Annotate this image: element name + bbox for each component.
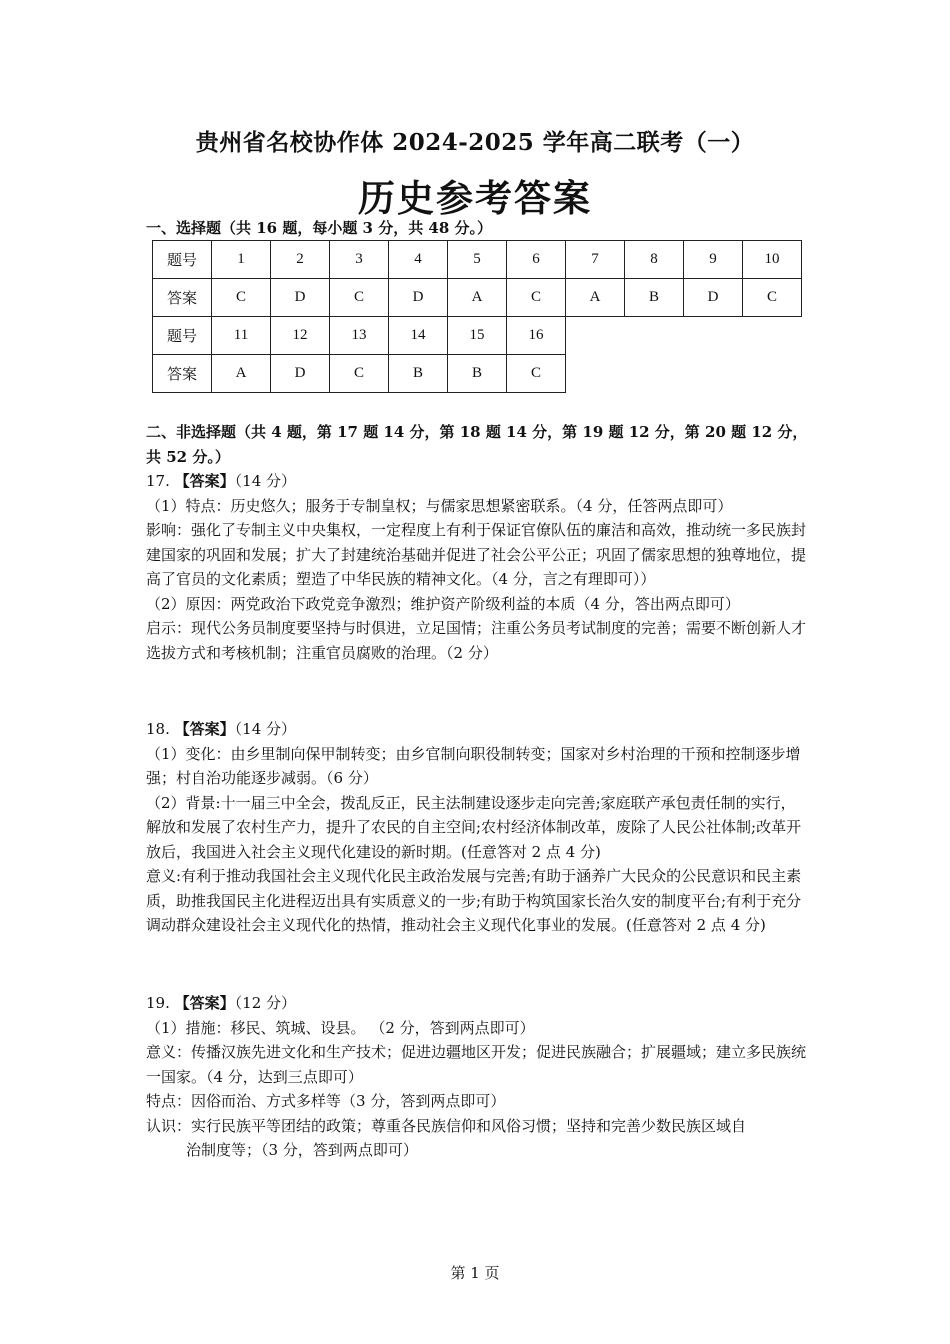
question-17-header <box>146 469 808 494</box>
page-footer: 第 1 页 <box>450 1264 500 1282</box>
q19-paragraph: 治制度等；（3 分，答到两点即可） <box>186 1141 418 1159</box>
q18-paragraph: （2）背景:十一届三中全会，拨乱反正，民主法制建设逐步走向完善;家庭联产承包责任制的实行，解放和发展了农村生产力，提升了农民的自主空间;农村经济体制改革，废除了人民公社体制;改革开放后，我国进入社会主义现代化建设的新时期。(任意答对 2 点 4 分) <box>146 793 802 861</box>
question-number: 19. <box>146 994 170 1012</box>
empty-cell <box>743 355 802 393</box>
table-cell: 答案 <box>153 355 212 393</box>
empty-cell <box>625 317 684 355</box>
table-cell: A <box>212 355 271 393</box>
empty-cell <box>684 317 743 355</box>
answer-tag: 【答案】 <box>174 994 235 1012</box>
empty-cell <box>566 317 625 355</box>
q19-paragraph: 认识：实行民族平等团结的政策；尊重各民族信仰和风俗习惯；坚持和完善少数民族区域自 <box>146 1116 747 1135</box>
section2-heading-line1: 二、非选择题（共 4 题，第 17 题 14 分，第 18 题 14 分，第 19 题 12 分，第 20 题 12 分， <box>146 423 808 441</box>
q17-paragraph: （2）原因：两党政治下政党竞争激烈；维护资产阶级利益的本质（4 分，答出两点即可） <box>146 594 740 613</box>
table-cell: D <box>271 355 330 393</box>
table-cell: 1 <box>212 241 271 279</box>
question-score: （12 分） <box>234 994 297 1012</box>
section2-heading-line2: 共 52 分。） <box>146 447 230 466</box>
empty-cell <box>743 317 802 355</box>
table-cell: B <box>625 279 684 317</box>
question-19 <box>146 991 808 1163</box>
table-cell: 6 <box>507 241 566 279</box>
table-cell: 题号 <box>153 241 212 279</box>
q19-paragraph: 意义：传播汉族先进文化和生产技术；促进边疆地区开发；促进民族融合；扩展疆域；建立多民族统一国家。（4 分，达到三点即可） <box>146 1043 807 1086</box>
table-cell: C <box>330 355 389 393</box>
table-cell: 11 <box>212 317 271 355</box>
question-18-header <box>146 717 808 742</box>
q17-paragraph: （1）特点：历史悠久；服务于专制皇权；与儒家思想紧密联系。（4 分，任答两点即可） <box>146 496 733 515</box>
table-cell: D <box>389 279 448 317</box>
table-cell: 13 <box>330 317 389 355</box>
table-cell: B <box>448 355 507 393</box>
table-cell: D <box>271 279 330 317</box>
q19-paragraph: 特点：因俗而治、方式多样等（3 分，答到两点即可） <box>146 1092 506 1110</box>
q18-paragraph: 意义:有利于推动我国社会主义现代化民主政治发展与完善;有助于涵养广大民众的公民意识和民主素质，助推我国民主化进程迈出具有实质意义的一步;有助于构筑国家长治久安的制度平台;有利于充分调动群众建设社会主义现代化的热情，推动社会主义现代化事业的发展。(任意答对 2 点 4 分) <box>146 867 802 934</box>
table-cell: 9 <box>684 241 743 279</box>
table-cell: 15 <box>448 317 507 355</box>
table-cell: C <box>743 279 802 317</box>
table-cell: C <box>507 355 566 393</box>
table-cell: 14 <box>389 317 448 355</box>
table-cell: 题号 <box>153 317 212 355</box>
table-cell: 16 <box>507 317 566 355</box>
page-subtitle: 历史参考答案 <box>358 176 592 220</box>
table-cell: 5 <box>448 241 507 279</box>
q17-paragraph: 影响：强化了专制主义中央集权，一定程度上有利于保证官僚队伍的廉洁和高效，推动统一多民族封建国家的巩固和发展；扩大了封建统治基础并促进了社会公平公正；巩固了儒家思想的独尊地位，提高了官员的文化素质；塑造了中华民族的精神文化。（4 分，言之有理即可）） <box>146 521 807 588</box>
table-row <box>153 279 802 317</box>
table-cell: B <box>389 355 448 393</box>
table-row <box>153 355 802 393</box>
empty-cell <box>625 355 684 393</box>
table-cell: C <box>212 279 271 317</box>
answer-table <box>152 240 802 393</box>
empty-cell <box>566 355 625 393</box>
question-number: 17. <box>146 472 170 490</box>
table-cell: C <box>507 279 566 317</box>
question-19-header <box>146 991 808 1016</box>
question-score: （14 分） <box>234 720 297 738</box>
page-title: 贵州省名校协作体 2024-2025 学年高二联考（一） <box>195 129 755 156</box>
question-18 <box>146 717 808 938</box>
table-cell: D <box>684 279 743 317</box>
q19-paragraph: （1）措施：移民、筑城、设县。 （2 分，答到两点即可） <box>146 1018 535 1037</box>
answer-tag: 【答案】 <box>174 472 235 490</box>
table-cell: C <box>330 279 389 317</box>
q17-paragraph: 启示：现代公务员制度要坚持与时俱进，立足国情；注重公务员考试制度的完善；需要不断创新人才选拔方式和考核机制；注重官员腐败的治理。（2 分） <box>146 619 807 662</box>
table-cell: 4 <box>389 241 448 279</box>
table-cell: 8 <box>625 241 684 279</box>
question-score: （14 分） <box>234 472 297 490</box>
answer-tag: 【答案】 <box>174 720 235 738</box>
table-row <box>153 317 802 355</box>
section2-heading <box>146 420 808 469</box>
table-cell: 答案 <box>153 279 212 317</box>
question-17 <box>146 469 808 665</box>
question-number: 18. <box>146 720 170 738</box>
table-row <box>153 241 802 279</box>
table-cell: 7 <box>566 241 625 279</box>
section1-heading: 一、选择题（共 16 题，每小题 3 分，共 48 分。） <box>146 219 493 237</box>
table-cell: 3 <box>330 241 389 279</box>
table-cell: A <box>448 279 507 317</box>
table-cell: 2 <box>271 241 330 279</box>
table-cell: A <box>566 279 625 317</box>
table-cell: 12 <box>271 317 330 355</box>
empty-cell <box>684 355 743 393</box>
q18-paragraph: （1）变化：由乡里制向保甲制转变；由乡官制向职役制转变；国家对乡村治理的干预和控制逐步增强；村自治功能逐步减弱。（6 分） <box>146 744 801 787</box>
table-cell: 10 <box>743 241 802 279</box>
